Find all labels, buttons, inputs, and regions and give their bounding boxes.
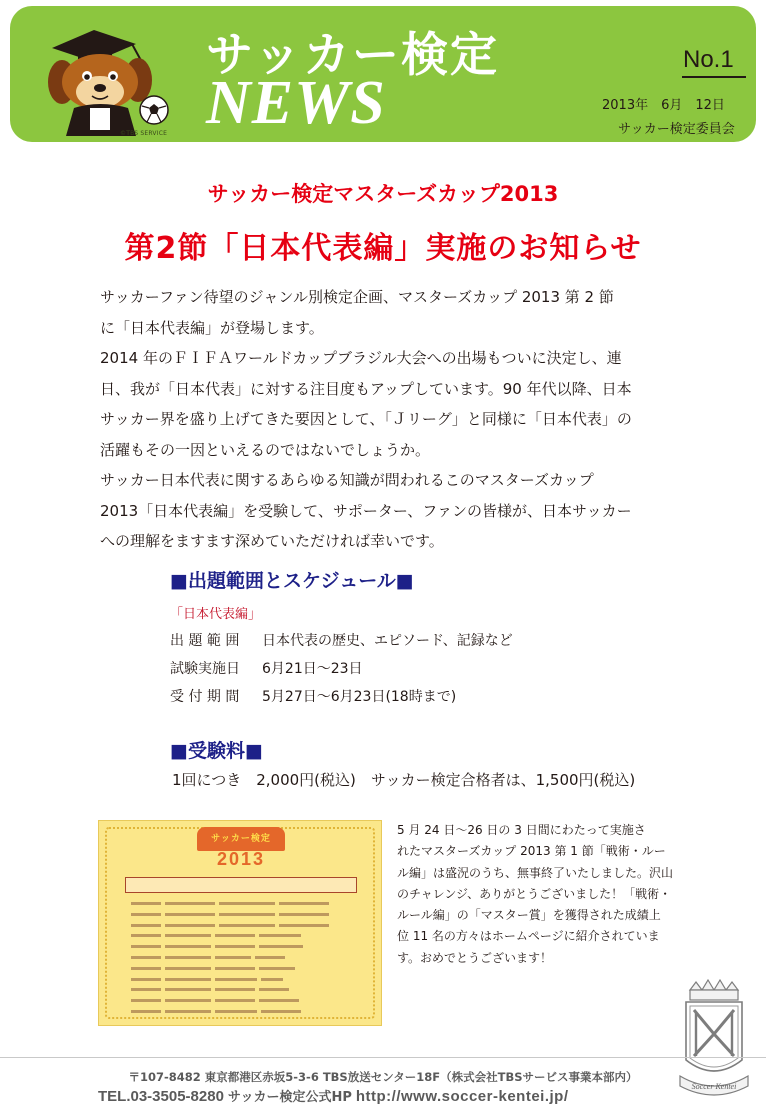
body-line: に「日本代表編」が登場します。 (100, 318, 324, 337)
footer-site-link[interactable]: http://www.soccer-kentei.jp/ (355, 1088, 569, 1105)
body-line: サッカー界を盛り上げてきた要因として、「Ｊリーグ」と同様に「日本代表」の (100, 410, 632, 428)
schedule-key: 出 題 範 囲 (170, 633, 240, 649)
schedule-row-scope (170, 630, 513, 650)
body-line: 日、我が「日本代表」に対する注目度もアップしています。90 年代以降、日本 (100, 379, 632, 398)
report-line: ルール編」の「マスター賞」を獲得された成績上 (397, 908, 661, 923)
header-banner (10, 6, 756, 142)
mascot-dog-icon (32, 18, 192, 142)
schedule-category: 「日本代表編」 (170, 607, 262, 622)
issue-date: 2013年 6月 12日 (602, 98, 725, 113)
footer-site-label: サッカー検定公式HP (227, 1090, 352, 1105)
certificate-ranking-lines (131, 899, 353, 1018)
body-line: 活躍もその一因といえるのではないでしょうか。 (100, 440, 431, 459)
schedule-key: 試験実施日 (170, 661, 240, 677)
report-line: 5 月 24 日～26 日の 3 日間にわたって実施さ (397, 823, 646, 837)
footer-address: 〒107-8482 東京都港区赤坂5-3-6 TBS放送センター18F（株式会社TBSサービス事業本部内） (128, 1070, 638, 1084)
report-line: のチャレンジ、ありがとうございました！「戦術・ (397, 886, 672, 901)
certificate-top-label: サッカー検定 (197, 827, 285, 851)
mascot-credit: ©TBS SERVICE (120, 130, 168, 137)
brand-title: サッカー検定 (206, 28, 500, 83)
issue-number: No.1 (683, 46, 734, 73)
first-round-report (397, 820, 674, 969)
issue-underline (682, 76, 746, 78)
issue-organization: サッカー検定委員会 (618, 122, 735, 137)
headline-subtitle: サッカー検定マスターズカップ2013 (207, 182, 559, 206)
svg-text:Soccer Kentei: Soccer Kentei (691, 1082, 737, 1091)
schedule-heading: ■出題範囲とスケジュール■ (170, 570, 414, 592)
schedule-value: 6月21日～23日 (262, 661, 363, 677)
fee-text: 1回につき 2,000円(税込) サッカー検定合格者は、1,500円(税込) (172, 771, 636, 789)
report-line: 位 11 名の方々はホームページに紹介されていま (397, 929, 660, 944)
body-paragraphs (100, 282, 680, 557)
schedule-value: 日本代表の歴史、エピソード、記録など (262, 633, 513, 649)
footer-contact (98, 1086, 698, 1105)
report-line: ル編」は盛況のうち、無事終了いたしました。沢山 (397, 865, 674, 880)
schedule-row-registration (170, 686, 456, 706)
brand-news: NEWS (206, 69, 386, 137)
fee-heading: ■受験料■ (170, 740, 263, 762)
report-line: す。おめでとうございます！ (397, 950, 553, 965)
body-line: サッカーファン待望のジャンル別検定企画、マスターズカップ 2013 第 2 節 (100, 288, 614, 306)
headline-title: 第2節「日本代表編」実施のお知らせ (124, 231, 642, 266)
report-line: れたマスターズカップ 2013 第 1 節「戦術・ルー (397, 844, 666, 859)
footer-divider (0, 1057, 766, 1058)
certificate-band (125, 877, 357, 893)
certificate-image (98, 820, 382, 1026)
body-line: 2013「日本代表編」を受験して、サポーター、ファンの皆様が、日本サッカー (100, 501, 632, 520)
schedule-value: 5月27日～6月23日(18時まで) (262, 689, 457, 705)
schedule-row-exam-date (170, 658, 363, 678)
footer-tel: TEL.03-3505-8280 (98, 1088, 224, 1105)
body-line: への理解をますます深めていただければ幸いです。 (100, 532, 444, 550)
schedule-key: 受 付 期 間 (170, 689, 240, 705)
body-line: 2014 年のＦＩＦＡワールドカップブラジル大会への出場もついに決定し、連 (100, 349, 622, 367)
certificate-title: 2013 (216, 849, 266, 869)
body-line: サッカー日本代表に関するあらゆる知識が問われるこのマスターズカップ (100, 471, 594, 489)
